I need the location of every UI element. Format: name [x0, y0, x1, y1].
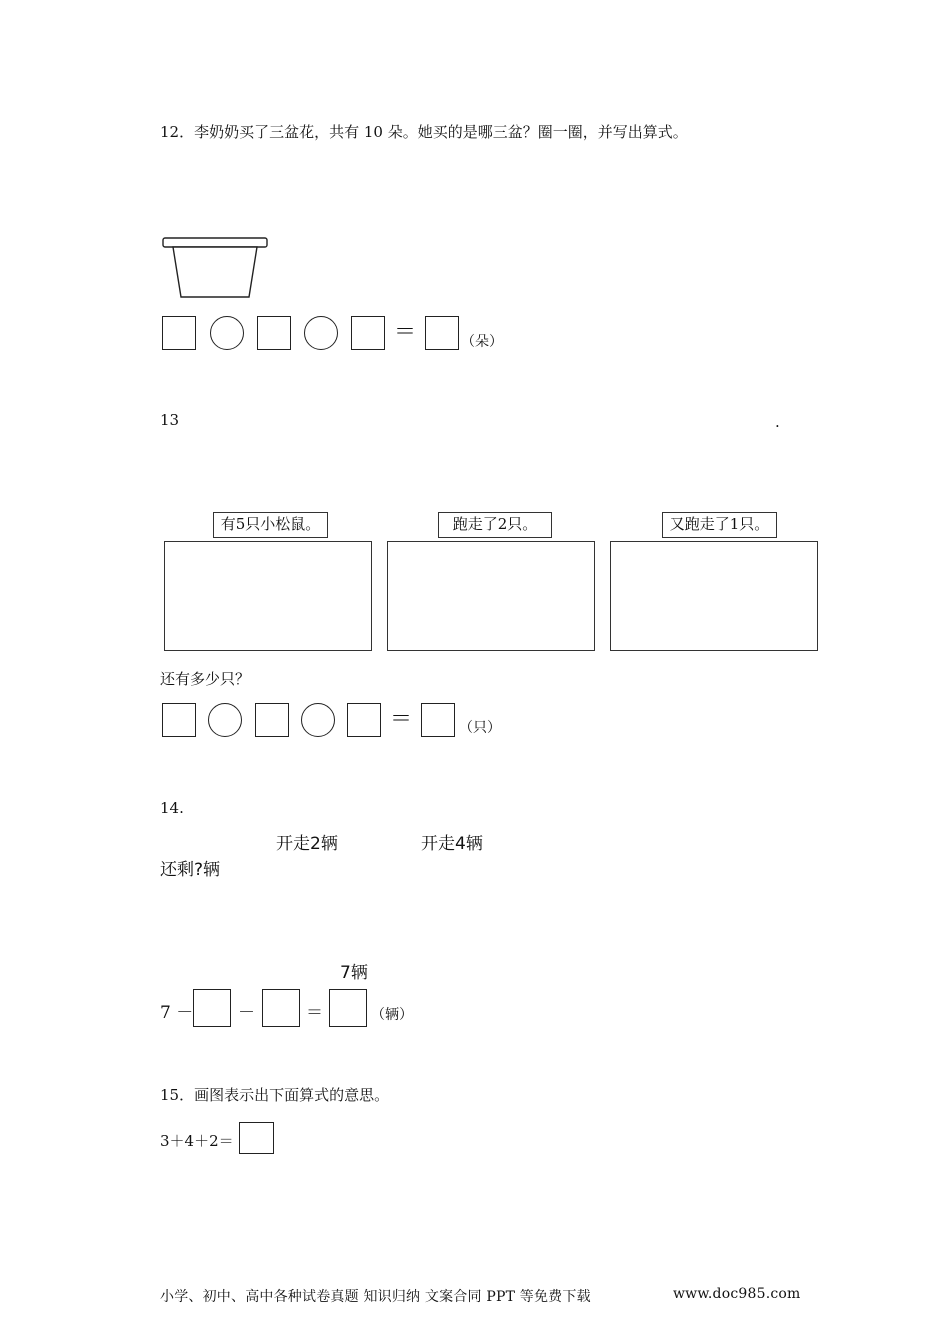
q12-prompt: 12．李奶奶买了三盆花，共有 10 朵。她买的是哪三盆？圈一圈，并写出算式。 — [160, 123, 688, 141]
scene-2-tree-illustration — [388, 542, 594, 650]
q15-formula: 3＋4＋2＝ — [160, 1132, 234, 1150]
q12-answer-box-3[interactable] — [351, 316, 385, 350]
q14-cars — [155, 845, 540, 955]
q14-drove-away-2-label: 开走2辆 — [276, 834, 338, 854]
q15-answer-box[interactable] — [239, 1122, 274, 1154]
cars-illustration — [155, 845, 540, 955]
q12-answer-box-2[interactable] — [257, 316, 291, 350]
q13-answer-box-1[interactable] — [162, 703, 196, 737]
scene-2-frame — [387, 541, 595, 651]
scene-3-tree-illustration — [611, 542, 817, 650]
scene-3-caption: 又跑走了1只。 — [662, 512, 777, 538]
q12-operator-circle-1[interactable] — [210, 316, 244, 350]
scene-3-frame — [610, 541, 818, 651]
q13-answer-box-3[interactable] — [347, 703, 381, 737]
scene-1-frame — [164, 541, 372, 651]
q14-unit: （辆） — [371, 1007, 413, 1023]
q13-result-box[interactable] — [421, 703, 455, 737]
q14-remaining-label: 还剩?辆 — [160, 860, 221, 880]
q13-equals-sign: ＝ — [390, 707, 413, 732]
q13-answer-box-2[interactable] — [255, 703, 289, 737]
footer-text: 小学、初中、高中各种试卷真题 知识归纳 文案合同 PPT 等免费下载 — [160, 1289, 591, 1305]
q14-answer-box-1[interactable] — [193, 989, 231, 1027]
q12-equals-sign: ＝ — [394, 320, 417, 345]
q13-trailing-dot: . — [775, 413, 780, 431]
q12-unit: （朵） — [461, 334, 503, 350]
q13-unit: （只） — [459, 720, 501, 736]
q14-drove-away-4-label: 开走4辆 — [421, 834, 483, 854]
footer-url[interactable]: www.doc985.com — [673, 1286, 801, 1302]
q15-prompt: 15．画图表示出下面算式的意思。 — [160, 1086, 390, 1104]
scene-2-caption: 跑走了2只。 — [438, 512, 552, 538]
q14-number: 14. — [160, 799, 184, 817]
q13-question: 还有多少只？ — [160, 670, 251, 688]
flower-pots — [160, 158, 720, 300]
q13-number: 13 — [160, 411, 180, 429]
q14-minus-sign: － — [238, 1003, 255, 1023]
flower-pot-1 — [163, 238, 267, 297]
q13-operator-circle-2[interactable] — [301, 703, 335, 737]
q14-formula-start: 7 － — [160, 1003, 194, 1023]
scene-1-tree-illustration — [165, 542, 371, 650]
q13-operator-circle-1[interactable] — [208, 703, 242, 737]
q14-total-label: 7辆 — [340, 963, 368, 983]
scene-1-caption: 有5只小松鼠。 — [213, 512, 328, 538]
q14-result-box[interactable] — [329, 989, 367, 1027]
q12-answer-box-1[interactable] — [162, 316, 196, 350]
q12-operator-circle-2[interactable] — [304, 316, 338, 350]
q14-answer-box-2[interactable] — [262, 989, 300, 1027]
q14-equals-sign: ＝ — [306, 1003, 323, 1023]
q12-result-box[interactable] — [425, 316, 459, 350]
flower-pots-illustration — [160, 158, 720, 300]
